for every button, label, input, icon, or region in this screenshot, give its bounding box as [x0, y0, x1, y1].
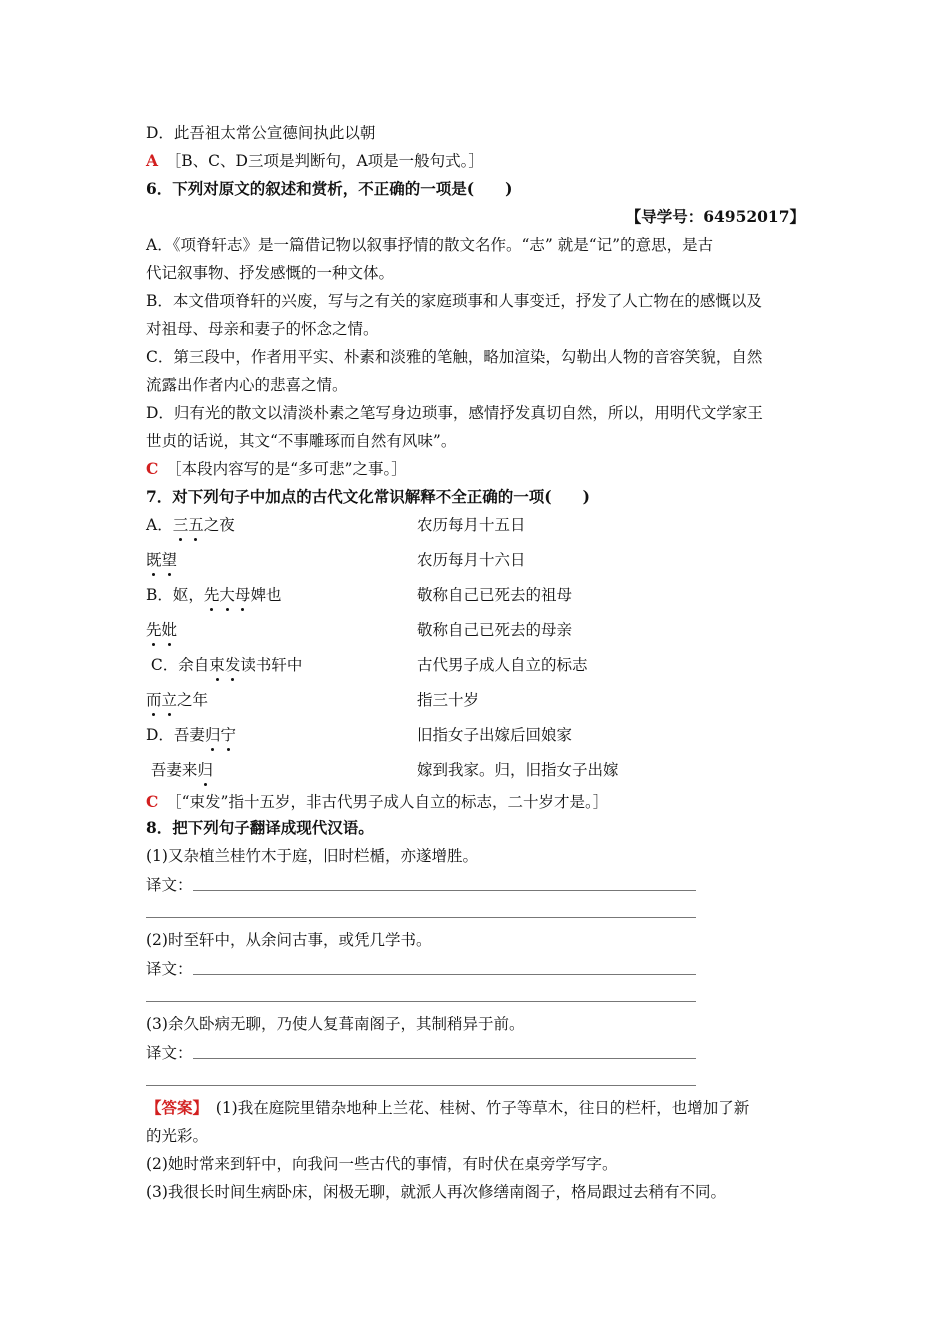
q6-option-c-line1: C．第三段中，作者用平实、朴素和淡雅的笔触，略加渲染，勾勒出人物的音容笑貌，自然: [146, 348, 763, 366]
q7-row-term: [146, 550, 177, 570]
translation-blank[interactable]: [193, 890, 696, 891]
answer-tag: 【答案】: [146, 1098, 201, 1117]
q8-sentence-3: (3)余久卧病无聊，乃使人复葺南阁子，其制稍异于前。: [146, 1015, 525, 1033]
dotted-term: [205, 726, 236, 744]
emphasis-dot-char: 归: [197, 761, 213, 779]
q7-row-definition: 古代男子成人自立的标志: [417, 656, 588, 674]
q6-answer: [146, 459, 407, 479]
translation-blank[interactable]: [193, 1058, 696, 1059]
q7-row-definition: 指三十岁: [417, 691, 480, 709]
q7-row-term: D．吾妻归宁: [146, 726, 236, 744]
translation-blank[interactable]: [146, 917, 696, 918]
dotted-term: [146, 621, 177, 639]
q7-row-definition: 旧指女子出嫁后回娘家: [417, 726, 573, 744]
q6-option-d-line1: D．归有光的散文以清淡朴素之笔写身边琐事，感情抒发真切自然，所以，用明代文学家王: [146, 404, 763, 422]
q5-answer: [146, 151, 484, 171]
emphasis-dot-char: 五: [188, 516, 204, 534]
q5-option-d: D．此吾祖太常公宣德间执此以朝: [146, 124, 376, 142]
q7-row-definition: 敬称自己已死去的母亲: [417, 621, 573, 639]
q7-stem: 7．对下列句子中加点的古代文化常识解释不全正确的一项( ): [146, 487, 590, 506]
translation-blank[interactable]: [193, 974, 696, 975]
answer-letter: C: [146, 792, 159, 811]
q8-answer-3: (3)我很长时间生病卧床，闲极无聊，就派人再次修缮南阁子，格局跟过去稍有不同。: [146, 1183, 726, 1201]
emphasis-dot-char: 妣: [161, 621, 178, 639]
emphasis-dot-char: 先: [203, 586, 220, 604]
translation-blank[interactable]: [146, 1001, 696, 1002]
q8-answer-2: (2)她时常来到轩中，向我问一些古代的事情，有时伏在桌旁学写字。: [146, 1155, 618, 1173]
q6-option-a-line1: A．《项脊轩志》是一篇借记物以叙事抒情的散文名作。“志” 就是“记”的意思，是古: [146, 236, 714, 254]
dotted-term: [204, 586, 251, 604]
q8-sentence-2: (2)时至轩中，从余问古事，或凭几学书。: [146, 931, 432, 949]
q6-option-b-line2: 对祖母、母亲和妻子的怀念之情。: [146, 320, 379, 338]
emphasis-dot-char: 既: [146, 551, 162, 569]
q7-row-term: [146, 620, 177, 640]
answer-explanation: ［本段内容写的是“多可悲”之事。］: [173, 460, 407, 478]
translation-blank[interactable]: [146, 1085, 696, 1086]
dotted-term: [197, 761, 213, 779]
dotted-term: [146, 691, 177, 709]
emphasis-dot-char: 宁: [220, 726, 236, 744]
q7-row-term: A．三五之夜: [146, 516, 235, 534]
q7-row-definition: 敬称自己已死去的祖母: [417, 586, 573, 604]
q6-option-a-line2: 代记叙事物、抒发感慨的一种文体。: [146, 264, 395, 282]
emphasis-dot-char: 三: [172, 516, 189, 534]
answer-letter: A: [146, 151, 159, 170]
q8-answer-1-line2: 的光彩。: [146, 1127, 209, 1145]
emphasis-dot-char: 归: [204, 726, 221, 744]
q8-sentence-1: (1)又杂植兰桂竹木于庭，旧时栏楯，亦遂增胜。: [146, 847, 478, 865]
q6-option-b-line1: B．本文借项脊轩的兴废，写与之有关的家庭琐事和人事变迁，抒发了人亡物在的感慨以及: [146, 292, 762, 310]
q7-row-definition: 农历每月十六日: [417, 551, 526, 569]
q8-answer-1-line1: 【答案】 (1)我在庭院里错杂地种上兰花、桂树、竹子等草木，往日的栏杆，也增加了新: [146, 1098, 750, 1117]
q7-row-term: 吾妻来归: [146, 761, 213, 779]
q6-stem: 6．下列对原文的叙述和赏析，不正确的一项是( ): [146, 179, 513, 198]
emphasis-dot-char: 而: [146, 691, 162, 709]
emphasis-dot-char: 先: [146, 621, 162, 639]
q7-row-definition: 农历每月十五日: [417, 516, 526, 534]
q6-option-d-line2: 世贞的话说，其文“不事雕琢而自然有风味”。: [146, 432, 457, 450]
q6-option-c-line2: 流露出作者内心的悲喜之情。: [146, 376, 348, 394]
dotted-term: [146, 551, 177, 569]
emphasis-dot-char: 大: [219, 586, 235, 604]
emphasis-dot-char: 母: [234, 586, 251, 604]
translation-label: 译文：: [146, 960, 193, 978]
emphasis-dot-char: 望: [161, 551, 178, 569]
q7-row-definition: 嫁到我家。归，旧指女子出嫁: [417, 761, 619, 779]
guide-number: 【导学号：64952017】: [625, 207, 805, 226]
q7-row-term: C．余自束发读书轩中: [146, 656, 303, 674]
q7-row-term: 而立之年: [146, 691, 209, 709]
q7-row-term: B．妪，先大母婢也: [146, 586, 282, 604]
dotted-term: [173, 516, 204, 534]
emphasis-dot-char: 立: [161, 691, 178, 709]
q7-answer: [146, 792, 608, 812]
translation-label: 译文：: [146, 1044, 193, 1062]
emphasis-dot-char: 发: [224, 656, 241, 674]
q8-stem: 8．把下列句子翻译成现代汉语。: [146, 818, 374, 837]
answer-letter: C: [146, 459, 159, 478]
answer-explanation: ［“束发”指十五岁，非古代男子成人自立的标志，二十岁才是。］: [173, 793, 609, 811]
emphasis-dot-char: 束: [209, 656, 225, 674]
dotted-term: [209, 656, 240, 674]
answer-explanation: ［B、C、D三项是判断句，A项是一般句式。］: [173, 152, 484, 170]
translation-label: 译文：: [146, 876, 193, 894]
